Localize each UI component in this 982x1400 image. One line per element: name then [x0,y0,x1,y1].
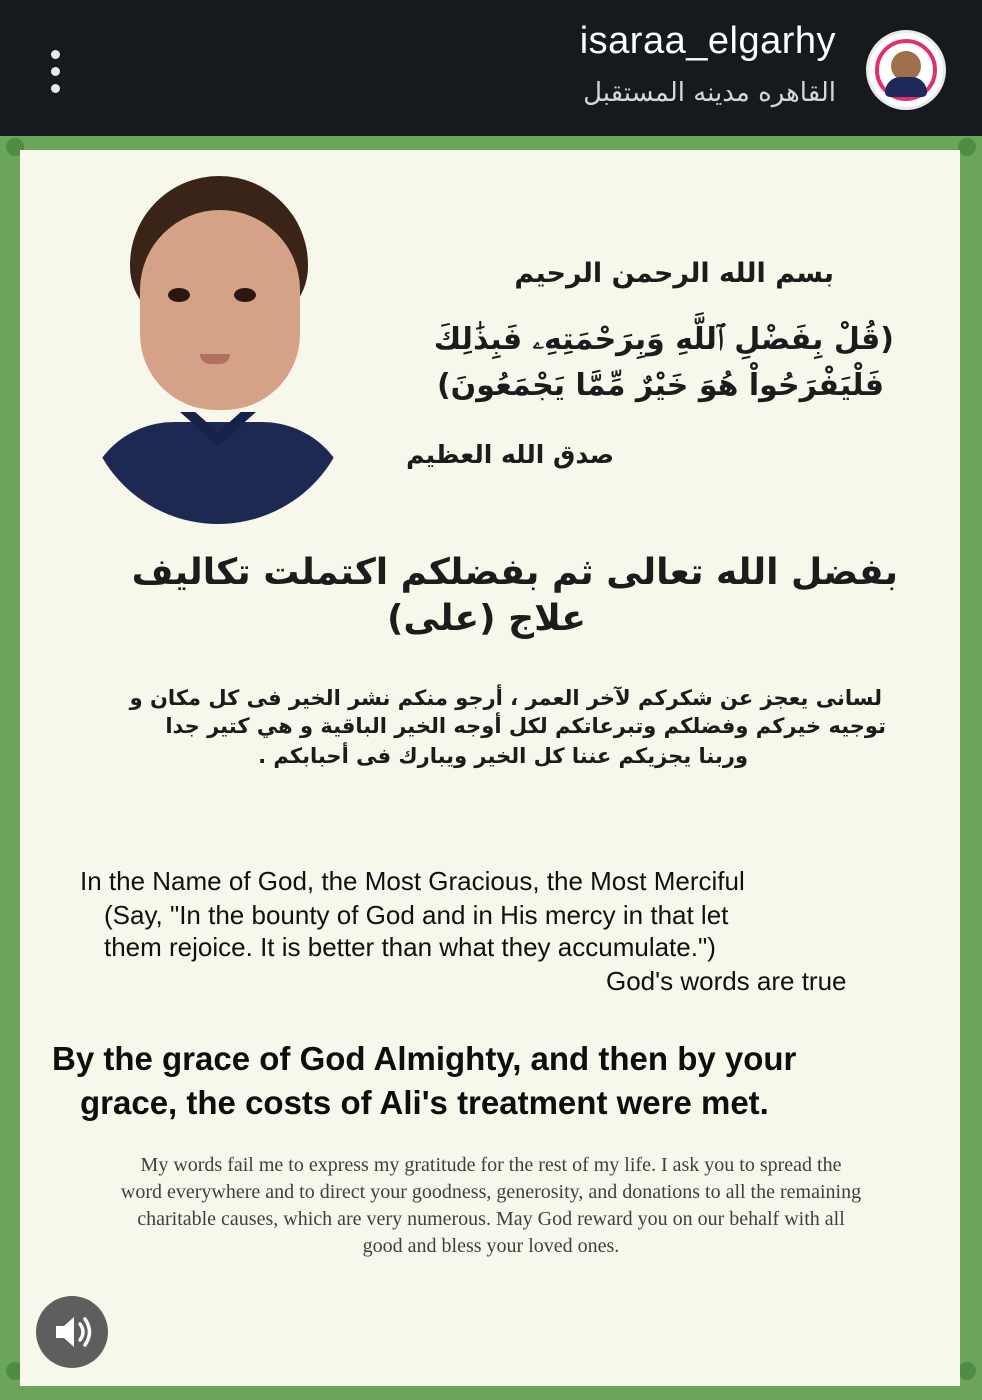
body-en-line-3: charitable causes, which are very numerous. May God reward you on our behalf with all [137,1208,845,1230]
body-ar-line-3: وربنا يجزيكم عننا كل الخير ويبارك فى أحبابكم . [258,744,748,768]
username[interactable]: isaraa_elgarhy [579,20,836,62]
more-vertical-icon[interactable] [40,42,72,102]
body-ar-line-1: لسانى يعجز عن شكركم لآخر العمر ، أرجو منكم نشر الخير فى كل مكان و [129,686,882,710]
body-en-line-1: My words fail me to express my gratitude for the rest of my life. I ask you to spread the [140,1154,842,1176]
sound-toggle-button[interactable] [36,1296,108,1368]
body-en-line-2: word everywhere and to direct your goodness, generosity, and donations to all the remaining [120,1181,862,1203]
frame-corner [958,138,976,156]
speaker-icon [36,1296,108,1368]
headline-ar-line-1: بفضل الله تعالى ثم بفضلكم اكتملت تكاليف [131,552,898,593]
headline-en-line-1: By the grace of God Almighty, and then by your [52,1040,797,1077]
headline-en-line-2: grace, the costs of Ali's treatment were met. [80,1084,769,1121]
frame-corner [958,1362,976,1380]
body-ar-line-2: توجيه خيركم وفضلكم وتبرعاتكم لكل أوجه الخير الباقية و هي كتير جدا [165,714,886,738]
child-photo [84,160,352,524]
en-verse-line-2: them rejoice. It is better than what they accumulate.") [104,932,716,962]
verse-line-2: فَلْيَفْرَحُواْ هُوَ خَيْرٌ مِّمَّا يَجْمَعُونَ) [436,368,884,403]
en-basmala: In the Name of God, the Most Gracious, the Most Merciful [80,866,745,896]
basmala: بسم الله الرحمن الرحيم [514,258,834,289]
body-en-line-4: good and bless your loved ones. [362,1235,620,1257]
profile-avatar[interactable] [866,30,946,110]
en-sadaq: God's words are true [606,966,847,996]
headline-ar-line-2: علاج (على) [386,598,586,639]
story-header [0,0,982,136]
sadaq-line: صدق الله العظيم [406,440,614,469]
location-label[interactable]: القاهره مدينه المستقبل [583,78,836,108]
verse-line-1: (قُلْ بِفَضْلِ ٱللَّهِ وَبِرَحْمَتِهِۦ فَبِذَٰلِكَ [433,322,894,357]
en-verse-line-1: (Say, "In the bounty of God and in His mercy in that let [104,900,729,930]
